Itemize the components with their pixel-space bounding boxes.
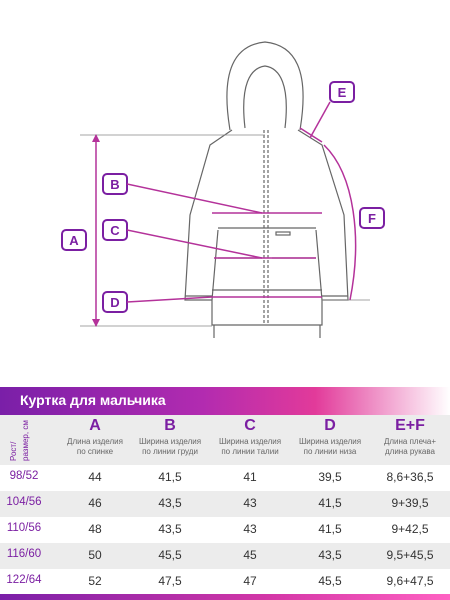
dimension-e	[300, 82, 354, 142]
column-header	[370, 417, 450, 457]
column-letter: C	[244, 417, 256, 434]
size-cell: 98/52	[9, 470, 39, 482]
jacket-outline	[185, 42, 348, 338]
column-header	[210, 417, 290, 457]
measurement-cell: 8,6+36,5	[386, 470, 434, 484]
column-description: Длина изделия по спинке	[67, 437, 123, 456]
measurement-cell: 45,5	[318, 574, 342, 588]
measurement-cell: 9+42,5	[391, 522, 429, 536]
svg-text:F: F	[368, 211, 376, 226]
svg-text:E: E	[337, 85, 347, 100]
measurement-cell: 44	[88, 470, 102, 484]
measurement-cell: 9+39,5	[391, 496, 429, 510]
measurement-cell: 41	[243, 470, 257, 484]
table-row	[0, 465, 450, 491]
svg-text:D: D	[110, 295, 120, 310]
table-header	[0, 415, 450, 465]
banner-title: Куртка для мальчика	[20, 392, 166, 408]
title-banner	[0, 387, 450, 415]
measurement-cell: 43,5	[318, 548, 342, 562]
measurement-cell: 39,5	[318, 470, 342, 484]
measurement-cell: 47	[243, 574, 257, 588]
measurement-cell: 47,5	[158, 574, 182, 588]
measurement-cell: 43	[243, 496, 257, 510]
measurement-cell: 52	[88, 574, 102, 588]
size-cell: 104/56	[6, 496, 42, 508]
label-a: A	[69, 233, 79, 248]
measurement-cell: 45	[243, 548, 257, 562]
measurement-cell: 46	[88, 496, 102, 510]
measurement-cell: 43,5	[158, 496, 182, 510]
svg-text:Рост/: Рост/	[9, 441, 18, 461]
measurement-cell: 48	[88, 522, 102, 536]
column-description: Ширина изделия по линии низа	[298, 437, 362, 456]
table-row	[0, 491, 450, 517]
measurement-cell: 41,5	[318, 522, 342, 536]
column-header	[290, 417, 370, 457]
table-row	[0, 569, 450, 595]
table-row	[0, 543, 450, 569]
measurement-cell: 41,5	[318, 496, 342, 510]
dimension-b	[103, 174, 322, 213]
column-letter: E+F	[395, 417, 425, 434]
column-header	[60, 417, 130, 457]
column-description: Ширина изделия по линии талии	[218, 437, 282, 456]
bottom-accent-line	[0, 594, 450, 600]
svg-text:C: C	[110, 223, 120, 238]
column-letter: D	[324, 417, 336, 434]
size-table	[0, 415, 450, 595]
size-cell: 116/60	[6, 548, 42, 560]
svg-text:размер, см: размер, см	[21, 420, 30, 461]
column-letter: B	[164, 417, 176, 434]
size-cell: 110/56	[6, 522, 42, 534]
size-cell: 122/64	[6, 574, 42, 586]
column-header	[130, 417, 210, 457]
height-size-header	[2, 417, 48, 463]
dimension-a	[62, 134, 265, 327]
dimension-f	[324, 145, 384, 300]
column-description: Длина плеча+ длина рукава	[383, 437, 437, 456]
table-row	[0, 517, 450, 543]
measurement-cell: 43,5	[158, 522, 182, 536]
measurement-cell: 45,5	[158, 548, 182, 562]
svg-text:B: B	[110, 177, 120, 192]
dimension-d	[103, 292, 370, 312]
measurement-cell: 41,5	[158, 470, 182, 484]
column-description: Ширина изделия по линии груди	[138, 437, 202, 456]
measurement-cell: 43	[243, 522, 257, 536]
column-letter: A	[89, 417, 101, 434]
measurement-cell: 9,6+47,5	[386, 574, 434, 588]
measurement-cell: 50	[88, 548, 102, 562]
dimension-c	[103, 220, 316, 258]
measurement-cell: 9,5+45,5	[386, 548, 434, 562]
